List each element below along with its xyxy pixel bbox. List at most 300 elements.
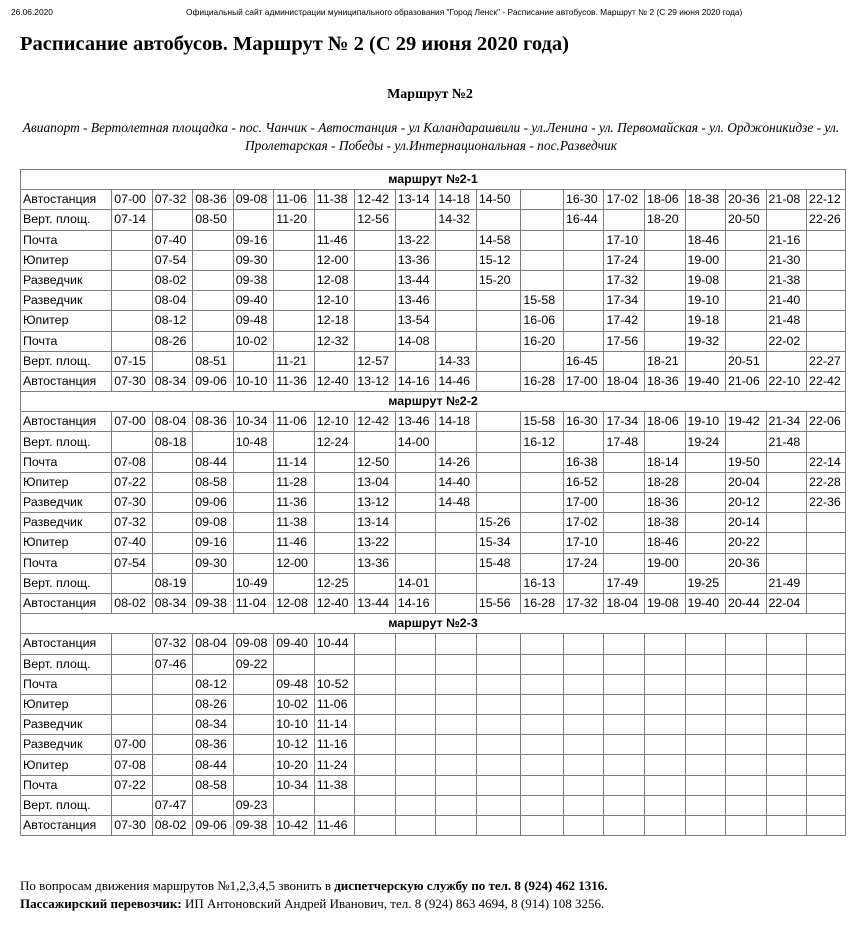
departure-time-cell: 12-24 xyxy=(314,432,355,452)
departure-time-cell: 10-12 xyxy=(274,735,315,755)
departure-time-cell: 15-48 xyxy=(476,553,521,573)
departure-time-cell xyxy=(436,735,477,755)
departure-time-cell: 13-22 xyxy=(395,230,436,250)
departure-time-cell xyxy=(436,311,477,331)
departure-time-cell: 19-00 xyxy=(685,250,726,270)
departure-time-cell xyxy=(644,735,685,755)
departure-time-cell xyxy=(644,654,685,674)
stop-name-cell: Юпитер xyxy=(21,755,112,775)
departure-time-cell: 17-24 xyxy=(604,250,645,270)
departure-time-cell xyxy=(355,795,396,815)
departure-time-cell: 21-16 xyxy=(766,230,807,250)
departure-time-cell: 11-24 xyxy=(314,755,355,775)
departure-time-cell xyxy=(395,795,436,815)
departure-time-cell xyxy=(563,270,604,290)
departure-time-cell xyxy=(112,270,153,290)
departure-time-cell xyxy=(112,311,153,331)
departure-time-cell xyxy=(112,291,153,311)
departure-time-cell xyxy=(476,755,521,775)
departure-time-cell xyxy=(233,513,274,533)
departure-time-cell xyxy=(355,735,396,755)
departure-time-cell xyxy=(112,634,153,654)
departure-time-cell: 18-28 xyxy=(644,472,685,492)
departure-time-cell: 19-50 xyxy=(726,452,767,472)
departure-time-cell xyxy=(726,735,767,755)
table-row xyxy=(21,190,846,210)
departure-time-cell xyxy=(193,311,234,331)
departure-time-cell: 19-25 xyxy=(685,573,726,593)
departure-time-cell: 13-44 xyxy=(355,593,396,613)
departure-time-cell xyxy=(436,533,477,553)
departure-time-cell xyxy=(314,493,355,513)
departure-time-cell xyxy=(476,291,521,311)
departure-time-cell xyxy=(685,816,726,836)
stop-name-cell: Верт. площ. xyxy=(21,351,112,371)
departure-time-cell: 08-26 xyxy=(152,331,193,351)
stop-name-cell: Разведчик xyxy=(21,715,112,735)
departure-time-cell xyxy=(563,715,604,735)
departure-time-cell xyxy=(233,775,274,795)
departure-time-cell: 21-06 xyxy=(726,371,767,391)
departure-time-cell: 07-54 xyxy=(112,553,153,573)
departure-time-cell: 16-44 xyxy=(563,210,604,230)
departure-time-cell xyxy=(476,432,521,452)
departure-time-cell xyxy=(726,816,767,836)
departure-time-cell xyxy=(604,816,645,836)
departure-time-cell xyxy=(355,311,396,331)
departure-time-cell: 14-18 xyxy=(436,412,477,432)
departure-time-cell: 13-54 xyxy=(395,311,436,331)
departure-time-cell: 17-34 xyxy=(604,291,645,311)
departure-time-cell xyxy=(314,513,355,533)
departure-time-cell: 12-40 xyxy=(314,593,355,613)
departure-time-cell xyxy=(726,775,767,795)
departure-time-cell xyxy=(152,694,193,714)
departure-time-cell xyxy=(274,573,315,593)
departure-time-cell xyxy=(644,573,685,593)
departure-time-cell xyxy=(604,452,645,472)
departure-time-cell xyxy=(233,735,274,755)
departure-time-cell xyxy=(563,432,604,452)
departure-time-cell xyxy=(563,755,604,775)
departure-time-cell: 17-48 xyxy=(604,432,645,452)
departure-time-cell xyxy=(685,715,726,735)
departure-time-cell: 12-50 xyxy=(355,452,396,472)
departure-time-cell xyxy=(436,553,477,573)
departure-time-cell xyxy=(395,775,436,795)
stop-name-cell: Верт. площ. xyxy=(21,210,112,230)
departure-time-cell: 14-00 xyxy=(395,432,436,452)
departure-time-cell xyxy=(563,795,604,815)
stop-name-cell: Автостанция xyxy=(21,634,112,654)
departure-time-cell xyxy=(476,654,521,674)
departure-time-cell xyxy=(807,755,846,775)
departure-time-cell xyxy=(233,694,274,714)
departure-time-cell xyxy=(436,291,477,311)
departure-time-cell xyxy=(152,493,193,513)
departure-time-cell xyxy=(476,351,521,371)
departure-time-cell xyxy=(521,795,564,815)
departure-time-cell xyxy=(436,432,477,452)
departure-time-cell: 19-08 xyxy=(644,593,685,613)
departure-time-cell: 07-40 xyxy=(152,230,193,250)
stop-name-cell: Юпитер xyxy=(21,250,112,270)
departure-time-cell: 14-26 xyxy=(436,452,477,472)
departure-time-cell: 07-00 xyxy=(112,190,153,210)
carrier-info xyxy=(20,895,850,913)
departure-time-cell xyxy=(766,553,807,573)
departure-time-cell: 13-46 xyxy=(395,291,436,311)
departure-time-cell xyxy=(726,432,767,452)
print-date: 26.06.2020 xyxy=(11,7,53,17)
stop-name-cell: Почта xyxy=(21,452,112,472)
departure-time-cell: 11-38 xyxy=(274,513,315,533)
table-row xyxy=(21,795,846,815)
departure-time-cell: 07-30 xyxy=(112,371,153,391)
departure-time-cell: 13-46 xyxy=(395,412,436,432)
departure-time-cell: 18-04 xyxy=(604,593,645,613)
departure-time-cell xyxy=(685,775,726,795)
departure-time-cell xyxy=(436,816,477,836)
departure-time-cell xyxy=(604,755,645,775)
departure-time-cell xyxy=(152,472,193,492)
departure-time-cell xyxy=(274,654,315,674)
departure-time-cell xyxy=(644,816,685,836)
departure-time-cell xyxy=(685,493,726,513)
departure-time-cell: 14-32 xyxy=(436,210,477,230)
departure-time-cell xyxy=(355,816,396,836)
departure-time-cell xyxy=(563,230,604,250)
departure-time-cell: 08-50 xyxy=(193,210,234,230)
departure-time-cell xyxy=(644,331,685,351)
departure-time-cell: 19-00 xyxy=(644,553,685,573)
departure-time-cell xyxy=(766,513,807,533)
departure-time-cell xyxy=(436,230,477,250)
table-row xyxy=(21,210,846,230)
departure-time-cell: 10-42 xyxy=(274,816,315,836)
departure-time-cell xyxy=(604,493,645,513)
departure-time-cell: 09-16 xyxy=(233,230,274,250)
departure-time-cell xyxy=(685,795,726,815)
table-row xyxy=(21,735,846,755)
departure-time-cell xyxy=(476,634,521,654)
departure-time-cell xyxy=(807,553,846,573)
departure-time-cell: 12-57 xyxy=(355,351,396,371)
departure-time-cell xyxy=(436,513,477,533)
departure-time-cell: 20-51 xyxy=(726,351,767,371)
departure-time-cell xyxy=(112,573,153,593)
departure-time-cell: 16-30 xyxy=(563,190,604,210)
departure-time-cell xyxy=(766,674,807,694)
departure-time-cell xyxy=(274,331,315,351)
departure-time-cell xyxy=(355,694,396,714)
departure-time-cell: 11-38 xyxy=(314,190,355,210)
departure-time-cell: 13-04 xyxy=(355,472,396,492)
departure-time-cell: 08-36 xyxy=(193,735,234,755)
departure-time-cell: 15-12 xyxy=(476,250,521,270)
table-row xyxy=(21,573,846,593)
table-row xyxy=(21,755,846,775)
departure-time-cell xyxy=(807,250,846,270)
departure-time-cell: 20-50 xyxy=(726,210,767,230)
departure-time-cell: 09-48 xyxy=(274,674,315,694)
departure-time-cell xyxy=(521,775,564,795)
departure-time-cell xyxy=(644,230,685,250)
departure-time-cell xyxy=(395,715,436,735)
departure-time-cell xyxy=(726,331,767,351)
departure-time-cell xyxy=(476,371,521,391)
departure-time-cell: 08-34 xyxy=(193,715,234,735)
departure-time-cell: 17-00 xyxy=(563,493,604,513)
departure-time-cell xyxy=(807,270,846,290)
departure-time-cell xyxy=(112,250,153,270)
departure-time-cell: 16-38 xyxy=(563,452,604,472)
departure-time-cell xyxy=(807,694,846,714)
departure-time-cell: 13-36 xyxy=(395,250,436,270)
departure-time-cell xyxy=(726,573,767,593)
departure-time-cell xyxy=(355,331,396,351)
departure-time-cell xyxy=(644,291,685,311)
departure-time-cell xyxy=(521,533,564,553)
departure-time-cell xyxy=(314,553,355,573)
stop-name-cell: Разведчик xyxy=(21,513,112,533)
departure-time-cell: 12-08 xyxy=(314,270,355,290)
departure-time-cell xyxy=(112,331,153,351)
departure-time-cell: 12-42 xyxy=(355,412,396,432)
carrier-label: Пассажирский перевозчик: xyxy=(20,896,182,911)
departure-time-cell xyxy=(766,775,807,795)
departure-time-cell xyxy=(395,472,436,492)
footer xyxy=(20,877,850,913)
print-header xyxy=(0,7,860,21)
departure-time-cell xyxy=(766,452,807,472)
departure-time-cell: 17-32 xyxy=(563,593,604,613)
departure-time-cell xyxy=(521,351,564,371)
departure-time-cell: 12-00 xyxy=(314,250,355,270)
departure-time-cell: 12-10 xyxy=(314,291,355,311)
departure-time-cell: 20-04 xyxy=(726,472,767,492)
departure-time-cell xyxy=(274,291,315,311)
stop-name-cell: Автостанция xyxy=(21,816,112,836)
table-row xyxy=(21,513,846,533)
departure-time-cell xyxy=(476,816,521,836)
section-title: маршрут №2-1 xyxy=(21,170,846,190)
dispatch-phone: диспетчерскую службу по тел. 8 (924) 462 1316. xyxy=(334,878,608,893)
departure-time-cell: 09-30 xyxy=(193,553,234,573)
departure-time-cell xyxy=(726,715,767,735)
departure-time-cell: 08-44 xyxy=(193,452,234,472)
departure-time-cell xyxy=(233,715,274,735)
departure-time-cell xyxy=(766,210,807,230)
departure-time-cell xyxy=(274,795,315,815)
departure-time-cell: 07-00 xyxy=(112,412,153,432)
departure-time-cell xyxy=(604,735,645,755)
table-row xyxy=(21,674,846,694)
departure-time-cell: 10-44 xyxy=(314,634,355,654)
departure-time-cell xyxy=(644,270,685,290)
departure-time-cell: 14-40 xyxy=(436,472,477,492)
departure-time-cell xyxy=(766,351,807,371)
departure-time-cell: 14-08 xyxy=(395,331,436,351)
departure-time-cell xyxy=(726,634,767,654)
departure-time-cell: 10-02 xyxy=(274,694,315,714)
departure-time-cell xyxy=(112,715,153,735)
departure-time-cell xyxy=(644,775,685,795)
stop-name-cell: Почта xyxy=(21,674,112,694)
departure-time-cell xyxy=(766,533,807,553)
departure-time-cell xyxy=(766,634,807,654)
departure-time-cell: 09-06 xyxy=(193,371,234,391)
departure-time-cell: 17-02 xyxy=(563,513,604,533)
departure-time-cell: 20-44 xyxy=(726,593,767,613)
section-header-row xyxy=(21,614,846,634)
departure-time-cell xyxy=(314,795,355,815)
section-header-row xyxy=(21,170,846,190)
departure-time-cell xyxy=(604,513,645,533)
departure-time-cell: 10-34 xyxy=(233,412,274,432)
departure-time-cell: 07-40 xyxy=(112,533,153,553)
departure-time-cell: 18-38 xyxy=(644,513,685,533)
departure-time-cell xyxy=(395,493,436,513)
departure-time-cell: 11-06 xyxy=(274,190,315,210)
departure-time-cell xyxy=(233,472,274,492)
departure-time-cell xyxy=(604,533,645,553)
stop-name-cell: Юпитер xyxy=(21,472,112,492)
departure-time-cell xyxy=(193,654,234,674)
table-row xyxy=(21,694,846,714)
departure-time-cell: 11-46 xyxy=(274,533,315,553)
departure-time-cell xyxy=(355,250,396,270)
departure-time-cell xyxy=(476,493,521,513)
departure-time-cell: 22-42 xyxy=(807,371,846,391)
departure-time-cell xyxy=(476,795,521,815)
departure-time-cell: 21-49 xyxy=(766,573,807,593)
departure-time-cell xyxy=(807,654,846,674)
departure-time-cell xyxy=(685,553,726,573)
departure-time-cell: 17-02 xyxy=(604,190,645,210)
departure-time-cell: 11-38 xyxy=(314,775,355,795)
departure-time-cell xyxy=(766,816,807,836)
departure-time-cell: 16-45 xyxy=(563,351,604,371)
departure-time-cell: 19-10 xyxy=(685,291,726,311)
departure-time-cell: 10-49 xyxy=(233,573,274,593)
departure-time-cell: 14-58 xyxy=(476,230,521,250)
departure-time-cell: 14-48 xyxy=(436,493,477,513)
table-row xyxy=(21,775,846,795)
departure-time-cell: 08-36 xyxy=(193,412,234,432)
departure-time-cell: 19-32 xyxy=(685,331,726,351)
departure-time-cell xyxy=(436,634,477,654)
dispatch-text: По вопросам движения маршрутов №1,2,3,4,5 звонить в xyxy=(20,878,335,893)
departure-time-cell: 09-06 xyxy=(193,493,234,513)
departure-time-cell xyxy=(395,654,436,674)
departure-time-cell: 18-21 xyxy=(644,351,685,371)
departure-time-cell: 18-04 xyxy=(604,371,645,391)
departure-time-cell xyxy=(766,795,807,815)
departure-time-cell xyxy=(521,230,564,250)
departure-time-cell: 10-34 xyxy=(274,775,315,795)
departure-time-cell: 21-34 xyxy=(766,412,807,432)
departure-time-cell xyxy=(436,715,477,735)
departure-time-cell xyxy=(563,634,604,654)
departure-time-cell: 09-38 xyxy=(193,593,234,613)
departure-time-cell: 16-20 xyxy=(521,331,564,351)
departure-time-cell xyxy=(112,795,153,815)
departure-time-cell: 07-32 xyxy=(152,190,193,210)
departure-time-cell: 18-20 xyxy=(644,210,685,230)
departure-time-cell: 08-34 xyxy=(152,371,193,391)
departure-time-cell xyxy=(604,351,645,371)
departure-time-cell: 08-58 xyxy=(193,472,234,492)
departure-time-cell xyxy=(563,654,604,674)
departure-time-cell: 13-12 xyxy=(355,493,396,513)
departure-time-cell xyxy=(685,452,726,472)
departure-time-cell: 08-36 xyxy=(193,190,234,210)
departure-time-cell xyxy=(604,654,645,674)
table-row xyxy=(21,816,846,836)
departure-time-cell xyxy=(355,573,396,593)
departure-time-cell xyxy=(476,472,521,492)
departure-time-cell: 11-46 xyxy=(314,816,355,836)
departure-time-cell xyxy=(395,553,436,573)
departure-time-cell: 10-52 xyxy=(314,674,355,694)
departure-time-cell xyxy=(807,816,846,836)
departure-time-cell xyxy=(521,270,564,290)
departure-time-cell xyxy=(395,351,436,371)
departure-time-cell xyxy=(355,230,396,250)
departure-time-cell xyxy=(314,654,355,674)
departure-time-cell: 17-49 xyxy=(604,573,645,593)
table-row xyxy=(21,493,846,513)
departure-time-cell xyxy=(604,634,645,654)
table-row xyxy=(21,351,846,371)
departure-time-cell xyxy=(521,674,564,694)
departure-time-cell: 11-46 xyxy=(314,230,355,250)
departure-time-cell xyxy=(685,351,726,371)
table-row xyxy=(21,553,846,573)
departure-time-cell: 21-48 xyxy=(766,432,807,452)
departure-time-cell: 09-06 xyxy=(193,816,234,836)
departure-time-cell xyxy=(766,755,807,775)
departure-time-cell: 22-36 xyxy=(807,493,846,513)
departure-time-cell xyxy=(274,432,315,452)
departure-time-cell xyxy=(604,715,645,735)
departure-time-cell xyxy=(726,230,767,250)
departure-time-cell xyxy=(395,634,436,654)
departure-time-cell: 08-04 xyxy=(193,634,234,654)
departure-time-cell xyxy=(395,735,436,755)
departure-time-cell: 10-48 xyxy=(233,432,274,452)
departure-time-cell: 17-24 xyxy=(563,553,604,573)
departure-time-cell: 14-50 xyxy=(476,190,521,210)
table-row xyxy=(21,250,846,270)
departure-time-cell xyxy=(436,250,477,270)
departure-time-cell: 13-14 xyxy=(355,513,396,533)
departure-time-cell: 12-40 xyxy=(314,371,355,391)
departure-time-cell xyxy=(152,351,193,371)
departure-time-cell xyxy=(685,634,726,654)
stop-name-cell: Почта xyxy=(21,331,112,351)
table-row xyxy=(21,472,846,492)
departure-time-cell xyxy=(685,533,726,553)
departure-time-cell xyxy=(355,432,396,452)
departure-time-cell: 17-32 xyxy=(604,270,645,290)
departure-time-cell xyxy=(152,553,193,573)
departure-time-cell xyxy=(604,553,645,573)
departure-time-cell: 11-28 xyxy=(274,472,315,492)
departure-time-cell: 18-14 xyxy=(644,452,685,472)
stop-name-cell: Разведчик xyxy=(21,735,112,755)
